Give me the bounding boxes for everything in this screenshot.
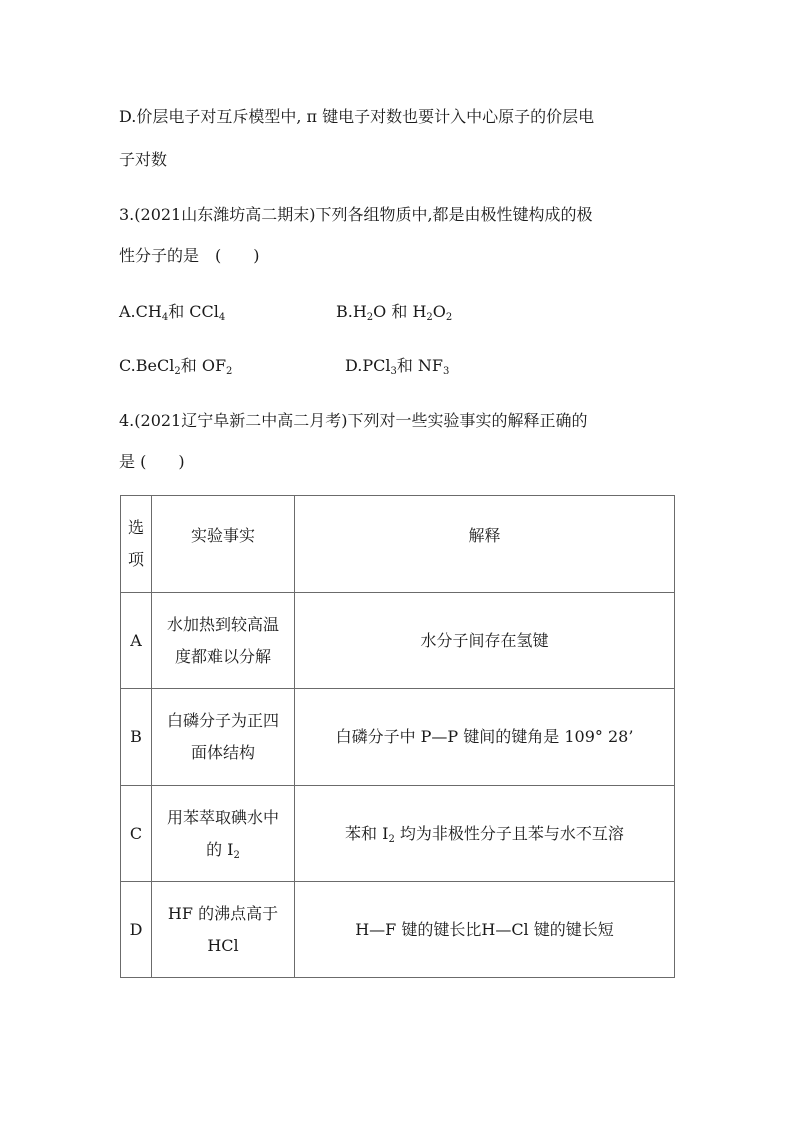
table-row bbox=[121, 689, 675, 786]
row-c-option: C bbox=[121, 786, 152, 882]
row-a-fact: 水加热到较高温 度都难以分解 bbox=[152, 593, 295, 689]
row-b-explanation: 白磷分子中 P—P 键间的键角是 109° 28’ bbox=[295, 689, 675, 786]
row-c-fact: 用苯萃取碘水中 的 $I_2$ bbox=[152, 786, 295, 882]
q3-stem-line1: 3.(2021山东潍坊高二期末)下列各组物质中,都是由极性键构成的极 bbox=[119, 205, 593, 224]
q3-stem-line2: 性分子的是 ( ) bbox=[119, 246, 260, 265]
q4-table bbox=[120, 495, 675, 978]
q3-option-a: $A.CH_4$和 CCl$_4$ bbox=[119, 302, 226, 323]
row-b-fact: 白磷分子为正四 面体结构 bbox=[152, 689, 295, 786]
row-b-option: B bbox=[121, 689, 152, 786]
q4-stem-line1: 4.(2021辽宁阜新二中高二月考)下列对一些实验事实的解释正确的 bbox=[119, 411, 588, 430]
q3-option-d: D.PCl$_3$和 $NF_3$ bbox=[345, 356, 450, 377]
table-header-row bbox=[121, 496, 675, 593]
table-row bbox=[121, 593, 675, 689]
row-c-explanation: 苯和 $I_2$ 均为非极性分子且苯与水不互溶 bbox=[295, 786, 675, 882]
row-a-option: A bbox=[121, 593, 152, 689]
header-explanation: 解释 bbox=[295, 496, 675, 593]
row-d-option: D bbox=[121, 882, 152, 978]
q2-option-d-line2: 子对数 bbox=[119, 150, 168, 169]
q3-option-c: C.BeCl$_2$和 $OF_2$ bbox=[119, 356, 233, 377]
table-row bbox=[121, 786, 675, 882]
row-d-fact: HF 的沸点高于 HCl bbox=[152, 882, 295, 978]
row-d-explanation: H—F 键的键长比H—Cl 键的键长短 bbox=[295, 882, 675, 978]
table-row bbox=[121, 882, 675, 978]
header-option: 选 项 bbox=[121, 496, 152, 593]
q3-option-b: $B.H_2O$ 和 $H_2O_2$ bbox=[336, 302, 453, 323]
row-a-explanation: 水分子间存在氢键 bbox=[295, 593, 675, 689]
header-fact: 实验事实 bbox=[152, 496, 295, 593]
q4-stem-line2: 是 ( ) bbox=[119, 452, 185, 471]
q2-option-d-line1: D.价层电子对互斥模型中, π 键电子对数也要计入中心原子的价层电 bbox=[119, 107, 595, 126]
